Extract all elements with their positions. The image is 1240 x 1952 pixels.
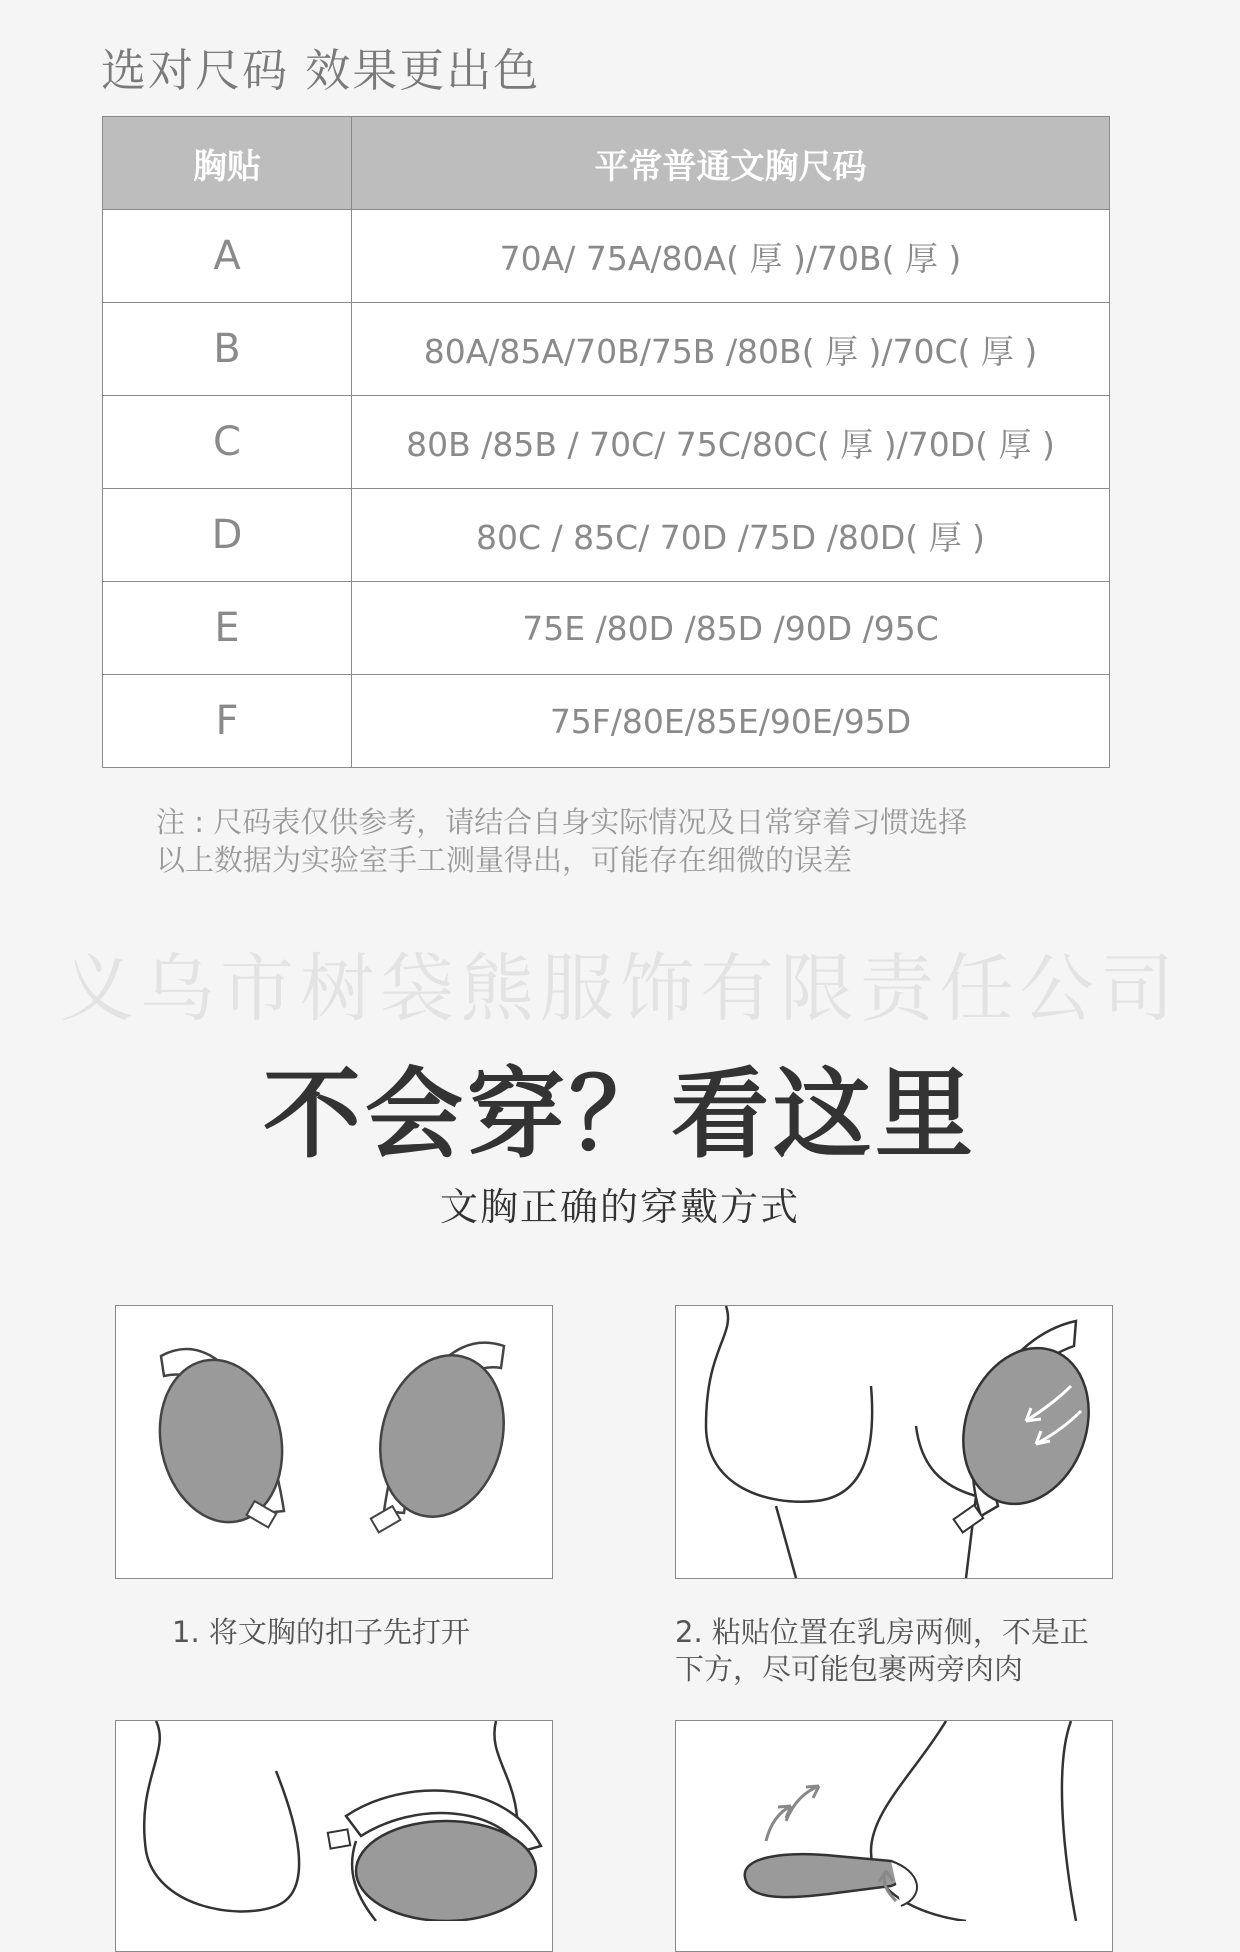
table-row xyxy=(103,582,1110,675)
cup-letter: C xyxy=(103,396,352,489)
table-row xyxy=(103,489,1110,582)
bra-sizes: 70A/ 75A/80A( 厚 )/70B( 厚 ) xyxy=(352,210,1110,303)
step-2-caption-line-2: 下方，尽可能包裹两旁肉肉 xyxy=(675,1652,1024,1686)
header-cup: 胸贴 xyxy=(103,117,352,210)
size-chart-table xyxy=(102,116,1110,768)
step-1-illustration xyxy=(115,1305,553,1579)
note-line-2: 以上数据为实验室手工测量得出，可能存在细微的误差 xyxy=(156,843,853,877)
cup-letter: D xyxy=(103,489,352,582)
guide-headline: 不会穿？看这里 xyxy=(262,1058,977,1172)
header-sizes: 平常普通文胸尺码 xyxy=(352,117,1110,210)
guide-subhead: 文胸正确的穿戴方式 xyxy=(439,1185,800,1229)
step-3-illustration xyxy=(115,1720,553,1952)
note-line-1: 注 : 尺码表仅供参考，请结合自身实际情况及日常穿着习惯选择 xyxy=(156,805,968,839)
table-row xyxy=(103,210,1110,303)
right-cup-icon xyxy=(363,1341,521,1532)
step-1-caption: 1. 将文胸的扣子先打开 xyxy=(172,1615,470,1649)
bra-sizes: 80C / 85C/ 70D /75D /80D( 厚 ) xyxy=(352,489,1110,582)
bra-sizes: 75E /80D /85D /90D /95C xyxy=(352,582,1110,675)
bra-sizes: 80A/85A/70B/75B /80B( 厚 )/70C( 厚 ) xyxy=(352,303,1110,396)
size-note xyxy=(156,803,967,879)
step-2-illustration xyxy=(675,1305,1113,1579)
table-header-row xyxy=(103,117,1110,210)
applied-cup-icon xyxy=(328,1791,541,1921)
table-row xyxy=(103,303,1110,396)
step-4-illustration xyxy=(675,1720,1113,1952)
cup-letter: F xyxy=(103,675,352,768)
cup-letter: B xyxy=(103,303,352,396)
cup-letter: A xyxy=(103,210,352,303)
applied-cup-icon xyxy=(942,1321,1109,1532)
step-2-caption xyxy=(675,1614,1089,1688)
step-2-caption-line-1: 2. 粘贴位置在乳房两侧，不是正 xyxy=(675,1615,1089,1649)
left-cup-icon xyxy=(145,1348,296,1533)
table-row xyxy=(103,396,1110,489)
bra-sizes: 80B /85B / 70C/ 75C/80C( 厚 )/70D( 厚 ) xyxy=(352,396,1110,489)
bra-sizes: 75F/80E/85E/90E/95D xyxy=(352,675,1110,768)
cup-letter: E xyxy=(103,582,352,675)
body-outline-icon xyxy=(706,1306,976,1578)
section-title: 选对尺码 效果更出色 xyxy=(101,44,541,97)
company-watermark: 义乌市树袋熊服饰有限责任公司 xyxy=(60,946,1180,1032)
table-row xyxy=(103,675,1110,768)
